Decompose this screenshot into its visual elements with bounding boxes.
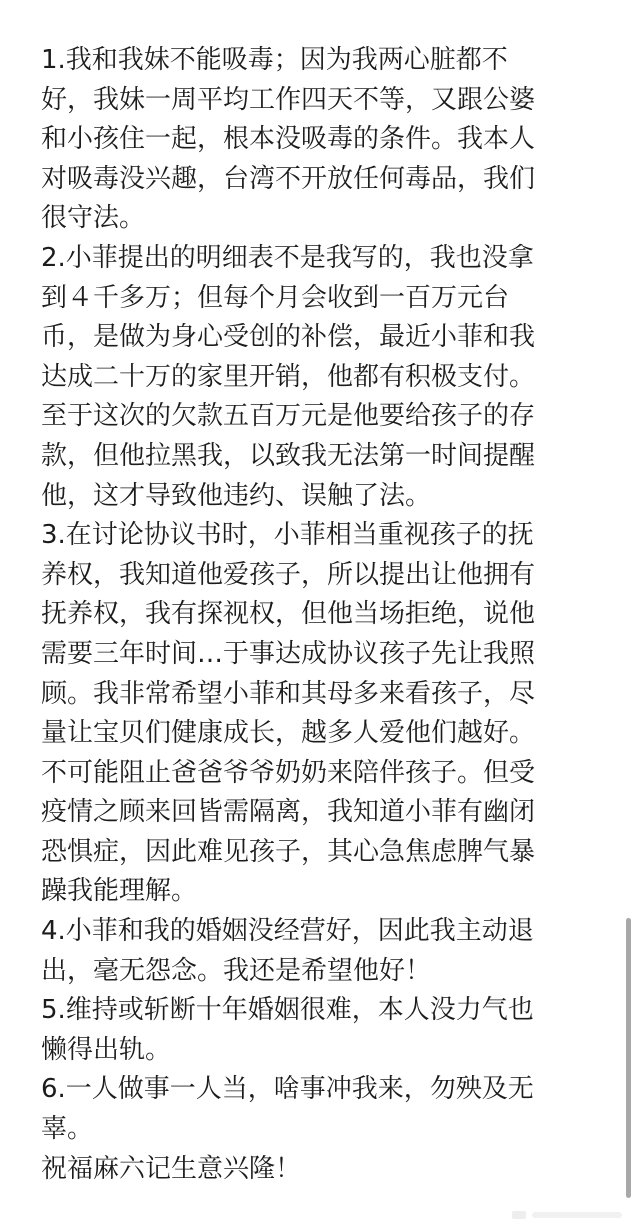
text-line: 需要三年时间…于事达成协议孩子先让我照 [41,638,536,669]
text-line: 达成二十万的家里开销，他都有积极支付。 [41,361,536,392]
text-line: 顾。我非常希望小菲和其母多来看孩子，尽 [41,678,536,709]
text-line: 他，这才导致他违约、误触了法。 [41,480,432,511]
text-line: 2.小菲提出的明细表不是我写的，我也没拿 [41,242,534,273]
text-line: 抚养权，我有探视权，但他当场拒绝，说他 [41,599,536,630]
text-line: 币，是做为身心受创的补偿，最近小菲和我 [41,322,536,353]
text-line: 好，我妹一周平均工作四天不等，又跟公婆 [41,84,536,115]
statement-text [41,41,601,1189]
faint-watermark [510,1207,630,1223]
text-line: 出，毫无怨念。我还是希望他好！ [41,955,432,986]
text-line: 和小孩住一起，根本没吸毒的条件。我本人 [41,124,536,155]
text-line: 养权，我知道他爱孩子，所以提出让他拥有 [41,559,536,590]
text-line: 对吸毒没兴趣，台湾不开放任何毒品，我们 [41,163,536,194]
text-line: 1.我和我妹不能吸毒；因为我两心脏都不 [41,45,508,75]
text-line: 恐惧症，因此难见孩子，其心急焦虑脾气暴 [41,836,536,867]
text-line: 3.在讨论协议书时，小菲相当重视孩子的抚 [41,520,534,551]
text-line: 很守法。 [41,203,146,234]
text-line: 到４千多万；但每个月会收到一百万元台 [41,282,510,313]
text-line: 不可能阻止爸爸爷爷奶奶来陪伴孩子。但受 [41,757,536,788]
text-line: 躁我能理解。 [41,876,198,907]
text-line: 懒得出轨。 [41,1034,172,1065]
text-line: 5.维持或斩断十年婚姻很难，本人没力气也 [41,995,534,1026]
text-line: 至于这次的欠款五百万元是他要给孩子的存 [41,401,536,432]
text-line: 量让宝贝们健康成长，越多人爱他们越好。 [41,718,536,749]
text-line: 4.小菲和我的婚姻没经营好，因此我主动退 [41,916,534,947]
text-line: 祝福麻六记生意兴隆！ [41,1153,302,1184]
text-line: 疫情之顾来回皆需隔离，我知道小菲有幽闭 [41,797,536,828]
text-line: 6.一人做事一人当，啥事冲我来，勿殃及无 [41,1074,534,1105]
text-line: 款，但他拉黑我，以致我无法第一时间提醒 [41,440,536,471]
vertical-scrollbar[interactable] [626,918,631,1198]
text-line: 辜。 [41,1114,94,1145]
